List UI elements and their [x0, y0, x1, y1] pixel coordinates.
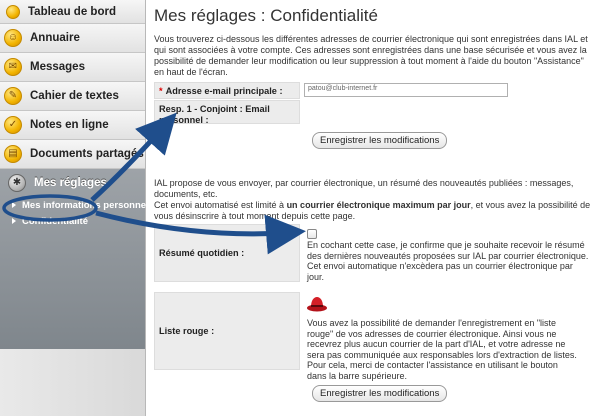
intro-text: Vous trouverez ci-dessous les différentes adresses de courrier électronique qui sont enregistrées dans IAL et qui sont associées à votre compte. Ces adresses sont enregistrées dans une base sécurisée et vous avez la possibilité de demander leur modification ou leur suppression à tout moment à l'aide du bouton "Assistance" en haut de l'écran. — [154, 34, 588, 77]
red-list-label — [154, 292, 300, 370]
sidebar-item-directory[interactable] — [0, 24, 145, 53]
sidebar-item-label: Annuaire — [30, 32, 80, 44]
sidebar-item-label: Messages — [30, 61, 85, 73]
bullet-icon — [12, 218, 16, 224]
sidebar-subitem-label: Confidentialité — [22, 215, 88, 227]
sidebar-item-label: Cahier de textes — [30, 90, 119, 102]
sidebar-item-grades[interactable] — [0, 111, 145, 140]
main-content — [146, 0, 600, 416]
bullet-icon — [12, 202, 16, 208]
digest-text: IAL propose de vous envoyer, par courrier électronique, un résumé des nouveautés publiées : messages, documents, etc. — [154, 178, 574, 199]
sidebar-item-label: Mes réglages — [34, 177, 107, 189]
sidebar-subitem-personal-info[interactable] — [4, 197, 162, 213]
resp-email-label: Resp. 1 - Conjoint : Email personnel : — [154, 100, 300, 124]
required-star: * — [159, 86, 163, 96]
digest-text: , et vous avez la possibilité de vous désinscrire à tout moment depuis cette page. — [154, 200, 591, 221]
sidebar-item-settings[interactable] — [4, 169, 145, 197]
daily-summary-description: En cochant cette case, je confirme que je souhaite recevoir le résumé des dernières nouveautés proposées sur IAL par courrier électronique. Cet envoi automatique n'excèdera pas un courrier électronique par jour. — [307, 240, 589, 282]
email-label — [154, 82, 300, 99]
daily-summary-label-text: Résumé quotidien : — [159, 247, 245, 258]
email-label-text: Adresse e-mail principale : — [165, 86, 283, 96]
save-button[interactable]: Enregistrer les modifications — [312, 132, 447, 149]
sidebar-item-messages[interactable] — [0, 53, 145, 82]
daily-summary-label — [154, 224, 300, 282]
messages-icon: ✉ — [4, 58, 22, 76]
red-list-description: Vous avez la possibilité de demander l'enregistrement en "liste rouge" de vos adresses de courrier électronique. Ainsi vous ne recevrez plus aucun courrier de la part d'IAL, et votre adresse ne sera pas communiquée aux responsables lors d'extraction de listes. Pour cela, merci de contacter l'assistance en utilisant le bouton dans la barre supérieure. — [307, 318, 577, 381]
email-field[interactable]: patou@club-internet.fr — [304, 83, 508, 97]
sidebar-subitem-label: Mes informations personnelles — [22, 199, 162, 211]
sidebar — [0, 0, 162, 416]
sidebar-item-label: Tableau de bord — [28, 5, 116, 18]
digest-emphasis: un courrier électronique maximum par jour — [286, 200, 471, 210]
red-list-label-text: Liste rouge : — [159, 325, 215, 336]
red-hat-icon — [306, 296, 328, 312]
notebook-icon: ✎ — [4, 87, 22, 105]
grades-icon: ✓ — [4, 116, 22, 134]
gear-icon: ✱ — [8, 174, 26, 192]
sidebar-subitem-privacy[interactable] — [4, 213, 145, 229]
digest-intro — [154, 178, 594, 222]
save-button-bottom[interactable]: Enregistrer les modifications — [312, 385, 447, 402]
sidebar-item-label: Notes en ligne — [30, 119, 109, 131]
page-title: Mes réglages : Confidentialité — [154, 6, 378, 25]
sidebar-section-settings — [0, 169, 162, 349]
dashboard-icon — [6, 5, 20, 19]
daily-summary-checkbox[interactable] — [307, 229, 317, 239]
directory-icon: ☺ — [4, 29, 22, 47]
sidebar-item-label: Documents partagés — [30, 148, 144, 160]
shared-docs-icon: ▤ — [4, 145, 22, 163]
sidebar-item-shared-docs[interactable] — [0, 140, 145, 169]
sidebar-item-dashboard[interactable] — [0, 0, 145, 24]
digest-text: Cet envoi automatisé est limité à — [154, 200, 287, 210]
sidebar-item-notebook[interactable] — [0, 82, 145, 111]
